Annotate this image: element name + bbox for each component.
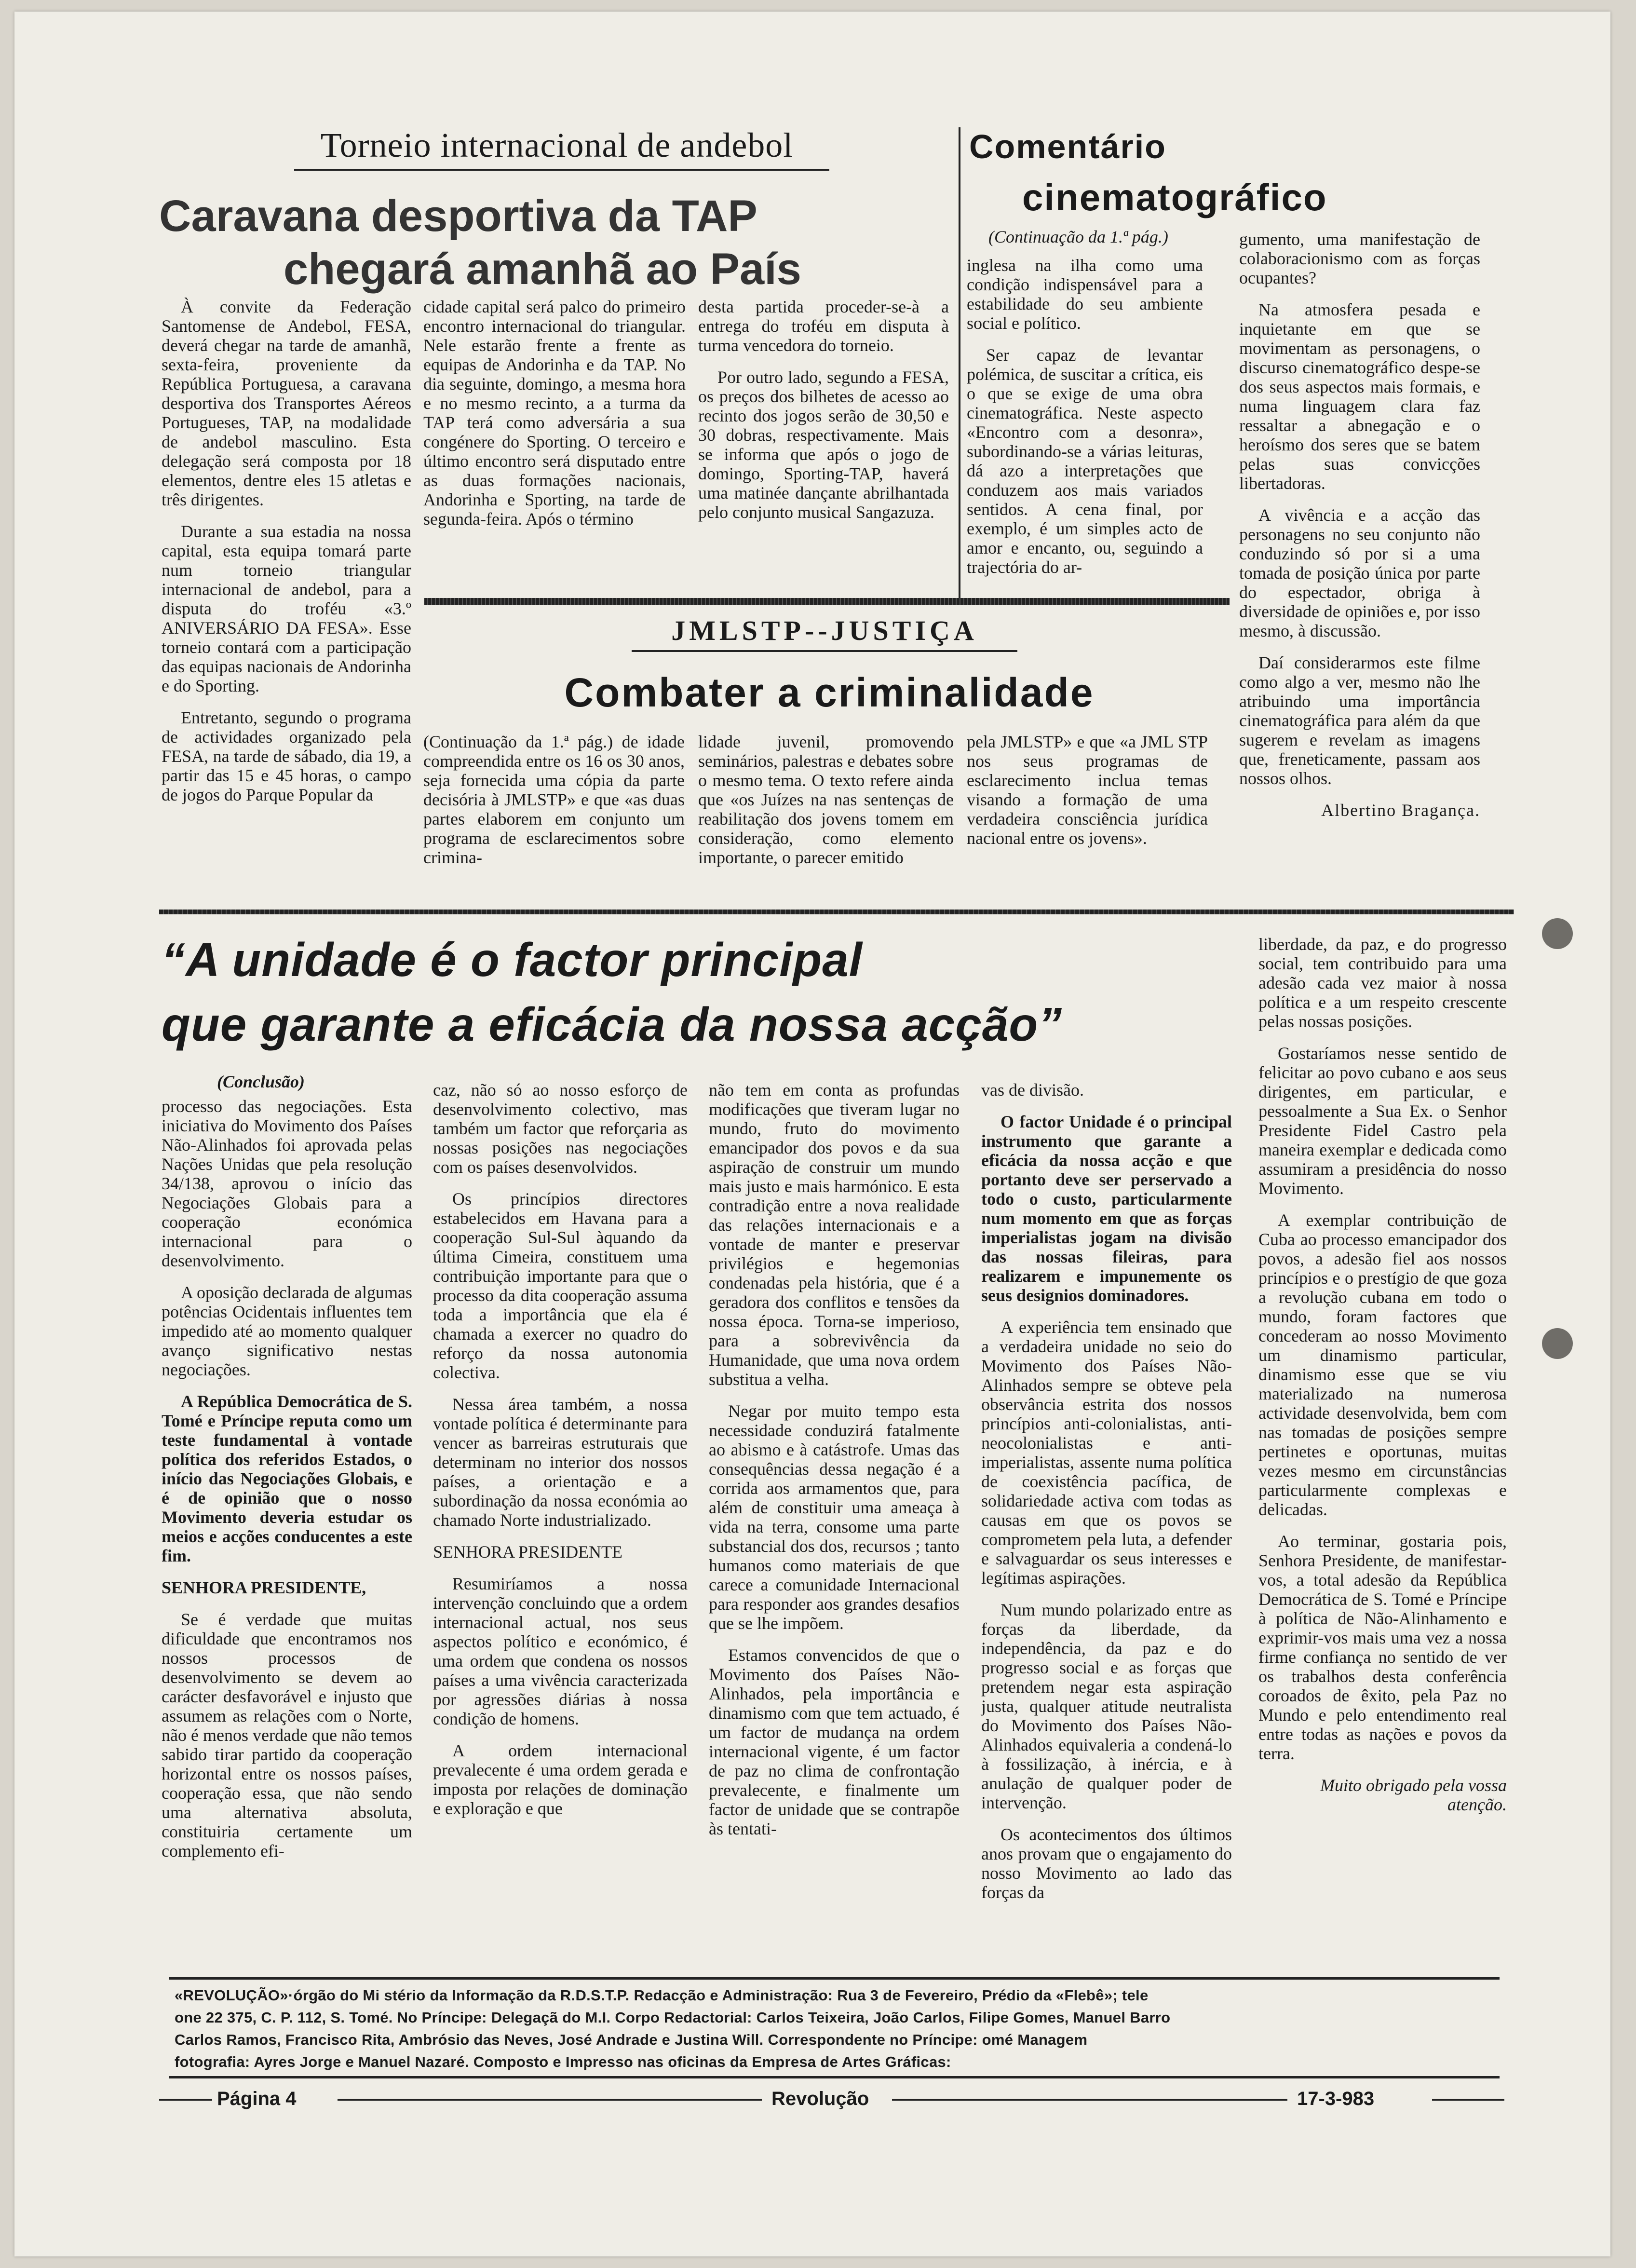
paragraph: caz, não só ao nosso esforço de desenvolvimento colectivo, mas também um factor que reforçaria as nossas posições nas negociações com os países desenvolvidos. [433, 1080, 688, 1177]
paragraph: Gostaríamos nesse sentido de felicitar ao povo cubano e aos seus dirigentes, em particular, e pessoalmente a Sua Ex. o Senhor Presidente Fidel Castro pela maneira exemplar e dedicada como assumiram a presidência do nosso Movimento. [1258, 1044, 1507, 1198]
paragraph: Os princípios directores estabelecidos em Havana para a cooperação Sul-Sul àquando da última Cimeira, constituem uma contribuição importante para que o processo da dita cooperação assuma toda a importância que ela é chamada a exercer no quadro do reforço da nossa autonomia colectiva. [433, 1189, 688, 1382]
newspaper-page [14, 12, 1610, 2256]
column-divider [959, 127, 960, 605]
paragraph: processo das negociações. Esta iniciativa do Movimento dos Países Não-Alinhados foi aprovada pelas Nações Unidas que pela resolução 34/138, aprovou o início das Negociações Globais para a cooperação económica internacional para o desenvolvimento. [162, 1097, 412, 1270]
binder-hole [1542, 1328, 1573, 1359]
unity-column-4 [981, 1080, 1232, 1915]
paragraph: Ser capaz de levantar polémica, de suscitar a crítica, eis o que se exige de uma obra cinematográfica. Neste aspecto «Encontro com a desonra», subordinando-se a várias leituras, dá azo a interpretações que conduzem aos mais variados sentidos. A cena final, por exemplo, é um simples acto de amor e encanto, ou, seguindo a trajectória do ar- [967, 345, 1203, 577]
crime-column-1 [423, 732, 685, 880]
footer-paper-name: Revolução [771, 2088, 869, 2109]
paragraph: Negar por muito tempo esta necessidade conduzirá fatalmente ao abismo e à catástrofe. Umas das consequências dessa negação é a corrida aos armamentos que, para além de constituir uma ameaça à vida na terra, consome uma parte substancial dos dos, recursos ; tanto humanos como materiais de que carece a comunidade Internacional para responder aos grandes desafios que se lhe impõem. [709, 1401, 960, 1633]
footer-rule-right [1432, 2099, 1504, 2101]
paragraph: A experiência tem ensinado que a verdadeira unidade no seio do Movimento dos Países Não-Alinhados sempre se obteve pela observância estrita dos nossos princípios anti-colonialistas, anti-neocolonialistas e anti-imperialistas, assente numa política de coexistência pacífica, de solidariedade activa com todas as causas em que os povos se comprometem pela luta, a defender e salvaguardar os seus interesses e legítimas aspirações. [981, 1317, 1232, 1588]
cinema-headline-line2: cinematográfico [1022, 176, 1327, 218]
paragraph: Durante a sua estadia na nossa capital, esta equipa tomará parte num torneio triangular internacional de andebol, para a disputa do troféu «3.º ANIVERSÁRIO DA FESA». Esse torneio contará com a participação das equipas nacionais de Andorinha e do Sporting. [162, 522, 411, 695]
unity-column-2 [433, 1080, 688, 1831]
unity-column-5 [1258, 935, 1507, 1827]
paragraph: A oposição declarada de algumas potências Ocidentais influentes tem impedido até ao momento qualquer avanço significativo nestas negociações. [162, 1283, 412, 1379]
masthead-line: «REVOLUÇÃO»·órgão do Mi stério da Informação da R.D.S.T.P. Redacção e Administração: Rua 3 de Fevereiro, Prédio da «Flebê»; tele [175, 1987, 1149, 2004]
binder-hole [1542, 918, 1573, 949]
paragraph: cidade capital será palco do primeiro encontro internacional do triangular. Nele estarão frente a frente as equipas de Andorinha e da TAP. No dia seguinte, domingo, a mesma hora e no mesmo recinto, a a turma da TAP terá como adversária a sua congénere do Sporting. O terceiro e último encontro será disputado entre as duas formações nacionais, Andorinha e Sporting, na tarde de segunda-feira. Após o término [423, 297, 686, 529]
unity-headline-line2: que garante a eficácia da nossa acção” [162, 998, 1063, 1051]
tap-kicker: Torneio internacional de andebol [320, 126, 794, 164]
unity-conclusion-label: (Conclusão) [217, 1072, 305, 1091]
paragraph: gumento, uma manifestação de colaboracionismo com as forças ocupantes? [1239, 230, 1480, 287]
paragraph: Nessa área também, a nossa vontade política é determinante para vencer as barreiras estruturais que determinam no interior dos nossos países, a orientação e a subordinação da nossa económia ao chamado Norte industrializado. [433, 1395, 688, 1530]
masthead-line: fotografia: Ayres Jorge e Manuel Nazaré. Composto e Impresso nas oficinas da Empresa de Artes Gráficas: [175, 2053, 951, 2070]
paragraph: inglesa na ilha como uma condição indispensável para a estabilidade do seu ambiente social e político. [967, 256, 1203, 333]
cinema-column-2 [1239, 230, 1480, 832]
crime-kicker: JMLSTP--JUSTIÇA [671, 615, 978, 646]
paragraph: Num mundo polarizado entre as forças da liberdade, da independência, da paz e do progresso social e as forças que pretendem negar esta aspiração justa, qualquer atitude neutralista do Movimento dos Países Não-Alinhados equivaleria a condená-lo à fossilização, à inércia, e à anulação de qualquer poder de intervenção. [981, 1600, 1232, 1812]
tap-kicker-rule [294, 169, 829, 171]
masthead-line: one 22 375, C. P. 112, S. Tomé. No Príncipe: Delegaçã do M.I. Corpo Redactorial: Carlos Teixeira, João Carlos, Filipe Gomes, Manuel Barro [175, 2009, 1171, 2026]
paragraph: liberdade, da paz, e do progresso social, tem contribuido para uma adesão cada vez maior à nossa política e a um respeito crescente pelas nossas posições. [1258, 935, 1507, 1031]
paragraph: Daí considerarmos este filme como algo a ver, mesmo não lhe atribuindo uma importância cinematográfica para além da que sugerem e revelam as imagens que, freneticamente, passam aos nossos olhos. [1239, 653, 1480, 788]
unity-column-1 [162, 1097, 412, 1873]
footer-date: 17-3-983 [1297, 2088, 1375, 2109]
paragraph: A República Democrática de S. Tomé e Príncipe reputa como um teste fundamental à vontade política dos referidos Estados, o início das Negociações Globais, e é de opinião que o nosso Movimento deveria estudar os meios e acções conducentes a este fim. [162, 1392, 412, 1565]
unity-headline-line1: “A unidade é o factor principal [162, 933, 863, 986]
masthead-box [169, 1977, 1500, 2078]
tap-headline-line1: Caravana desportiva da TAP [159, 191, 757, 241]
paragraph: Entretanto, segundo o programa de actividades organizado pela FESA, na tarde de sábado, dia 19, a partir das 15 e 45 horas, o campo de jogos do Parque Popular da [162, 708, 411, 804]
crime-headline: Combater a criminalidade [564, 670, 1095, 715]
unity-column-3 [709, 1080, 960, 1851]
paragraph: desta partida proceder-se-à a entrega do troféu em disputa à turma vencedora do torneio. [698, 297, 949, 355]
paragraph: lidade juvenil, promovendo seminários, palestras e debates sobre o mesmo tema. O texto refere ainda que «os Juízes na nas sentenças de reabilitação dos jovens tomem em consideração, como elemento importante, o parecer emitido [698, 732, 954, 867]
cinema-continuation: (Continuação da 1.ª pág.) [988, 227, 1168, 246]
tap-column-2 [423, 297, 686, 541]
crime-kicker-rule [632, 650, 1017, 652]
paragraph: O factor Unidade é o principal instrumento que garante a eficácia da nossa acção e que portanto deve ser perservado a todo o custo, particularmente num momento em que as forças imperialistas jogam na divisão das nossas fileiras, para realizarem e impunemente os seus designios dominadores. [981, 1112, 1232, 1305]
paragraph: Se é verdade que muitas dificuldade que encontramos nos nossos processos de desenvolvimento se devem ao carácter desfavorável e injusto que assumem as relações com o Norte, não é menos verdade que não temos sabido tirar partido da cooperação horizontal entre os nossos países, cooperação essa, que não sendo uma alternativa absoluta, constituiria certamente um complemento efi- [162, 1610, 412, 1861]
cinema-headline-line1: Comentário [969, 128, 1166, 165]
paragraph: Estamos convencidos de que o Movimento dos Países Não-Alinhados, pela importância e dinamismo com que tem actuado, é um factor de mudança na ordem internacional vigente, é um factor de paz no clima de confrontação prevalecente, e finalmente um factor de unidade que se contrapõe às tentati- [709, 1645, 960, 1838]
tap-column-3 [698, 297, 949, 534]
masthead-line: Carlos Ramos, Francisco Rita, Ambrósio das Neves, José Andrade e Justina Will. Correspondente no Príncipe: omé Managem [175, 2031, 1088, 2048]
footer-rule-left [159, 2099, 212, 2101]
footer-rule-mid-left [338, 2099, 762, 2101]
author-signature: Albertino Bragança. [1321, 801, 1480, 820]
section-rule [159, 910, 1514, 914]
paragraph: Na atmosfera pesada e inquietante em que se movimentam as personagens, o discurso cinematográfico despe-se dos seus aspectos mais formais, e numa linguagem clara faz ressaltar a abnegação e o heroísmo dos seres que se batem pelas suas convicções libertadoras. [1239, 300, 1480, 493]
crime-column-3 [967, 732, 1208, 860]
closing-line: Muito obrigado pela vossa atenção. [1320, 1776, 1507, 1814]
crime-top-rule [424, 598, 1230, 605]
paragraph: (Continuação da 1.ª pág.) de idade compreendida entre os 16 os 30 anos, seja fornecida uma cópia da parte decisória à JMLSTP» e que «as duas partes elaborem em conjunto um programa de esclarecimentos sobre crimina- [423, 732, 685, 867]
paragraph: A ordem internacional prevalecente é uma ordem gerada e imposta por relações de dominação e exploração e que [433, 1741, 688, 1818]
paragraph: A vivência e a acção das personagens no seu conjunto não conduzindo só por si a uma tomada de posição única por parte do espectador, obriga à diversidade de opiniões e, por isso mesmo, à discussão. [1239, 505, 1480, 640]
paragraph: pela JMLSTP» e que «a JML STP nos seus programas de esclarecimento inclua temas visando a formação de uma verdadeira consciência jurídica nacional entre os jovens». [967, 732, 1208, 848]
section-heading: SENHORA PRESIDENTE, [162, 1578, 366, 1597]
paragraph: Os acontecimentos dos últimos anos provam que o engajamento do nosso Movimento ao lado das forças da [981, 1825, 1232, 1902]
section-heading: SENHORA PRESIDENTE [433, 1542, 623, 1562]
paragraph: Ao terminar, gostaria pois, Senhora Presidente, de manifestar-vos, a total adesão da República Democrática de S. Tomé e Príncipe à política de Não-Alinhamento e exprimir-vos mais uma vez a nossa firme confiança no sentido de ver os trabalhos desta conferência coroados de êxito, pela Paz no Mundo e pelo entendimento real entre todas as nações e povos da terra. [1258, 1532, 1507, 1763]
footer-page-number: Página 4 [217, 2088, 297, 2109]
paragraph: vas de divisão. [981, 1080, 1084, 1100]
footer-rule-mid-right [892, 2099, 1287, 2101]
tap-headline-line2: chegará amanhã ao País [284, 244, 801, 294]
paragraph: À convite da Federação Santomense de Andebol, FESA, deverá chegar na tarde de amanhã, sexta-feira, proveniente da República Portuguesa, a caravana desportiva dos Transportes Aéreos Portugueses, TAP, na modalidade de andebol masculino. Esta delegação será composta por 18 elementos, dentre eles 15 atletas e três dirigentes. [162, 297, 411, 509]
crime-column-2 [698, 732, 954, 880]
paragraph: Por outro lado, segundo a FESA, os preços dos bilhetes de acesso ao recinto dos jogos serão de 30,50 e 30 dobras, respectivamente. Mais se informa que após o jogo de domingo, Sporting-TAP, haverá uma matinée dançante abrilhantada pelo conjunto musical Sangazuza. [698, 367, 949, 522]
cinema-column-1 [967, 256, 1203, 589]
paragraph: Resumiríamos a nossa intervenção concluindo que a ordem internacional actual, nos seus aspectos político e económico, é uma ordem que condena os nossos países a uma vivência caracterizada por agressões diárias à nossa condição de homens. [433, 1574, 688, 1728]
tap-column-1 [162, 297, 411, 817]
paragraph: A exemplar contribuição de Cuba ao processo emancipador dos povos, a adesão fiel aos nossos princípios e o prestígio de que goza a revolução cubana em todo o mundo, foram factores que concederam ao nosso Movimento um dinamismo particular, dinamismo esse que se viu materializado na numerosa actividade desenvolvida, bem com nas tomadas de posições sempre pertinetes e oportunas, muitas vezes mesmo em circunstâncias particularmente complexas e delicadas. [1258, 1210, 1507, 1519]
paragraph: não tem em conta as profundas modificações que tiveram lugar no mundo, fruto do movimento emancipador dos povos e da sua aspiração de construir um mundo mais justo e mais harmónico. E esta contradição entre a nova realidade das relações internacionais e a vontade de manter e preservar privilégios e hegemonias condenadas pela história, que é a geradora dos conflitos e tensões da nossa época. Torna-se imperioso, para a sobrevivência da Humanidade, que uma nova ordem substitua a velha. [709, 1080, 960, 1389]
